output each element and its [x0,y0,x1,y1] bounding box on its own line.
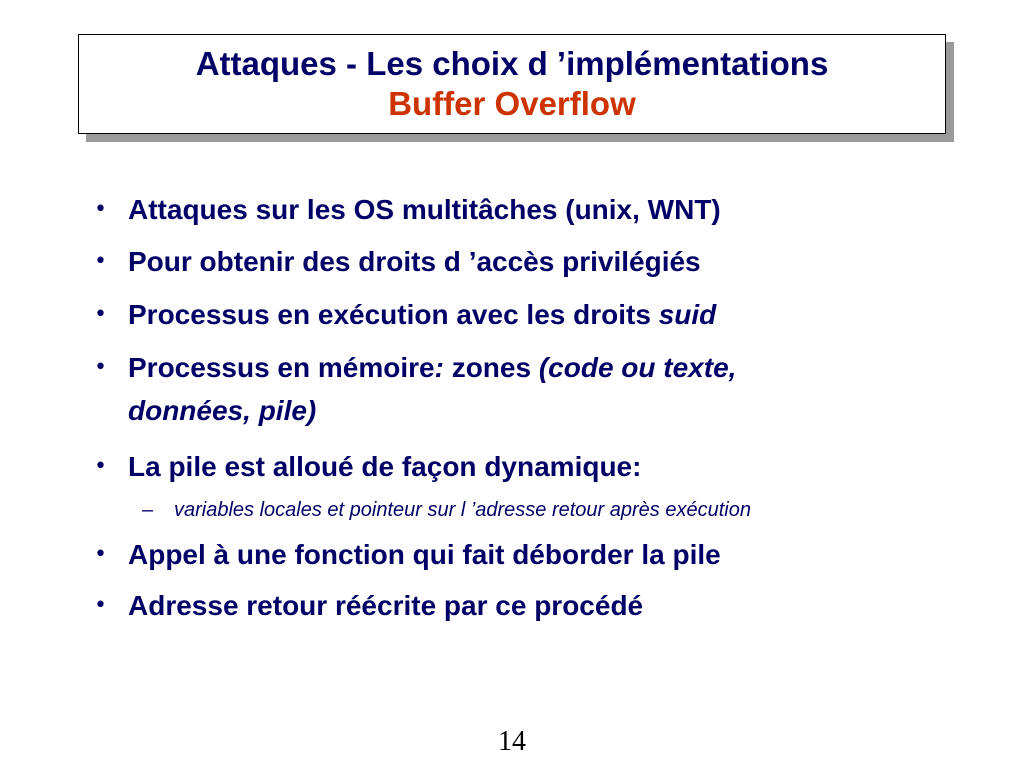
bullet-dot-icon: • [94,593,107,618]
bullet-text-italic: (code ou texte, [538,352,737,383]
sub-bullet-text: variables locales et pointeur sur l ’adresse retour après exécution [174,499,751,521]
bullet-text: Attaques sur les OS multitâches (unix, WNT) [128,194,721,225]
bullet-text: La pile est alloué de façon dynamique: [128,451,642,482]
bullet-text-continued: zones [443,352,539,383]
slide-subtitle: Buffer Overflow [388,85,636,122]
bullet-text-italic-colon: : [434,352,444,383]
page-number: 14 [498,726,526,757]
bullet-dot-icon: • [94,302,107,327]
bullet-text: Appel à une fonction qui fait déborder la pile [128,539,721,570]
bullet-text-italic: suid [658,299,717,330]
bullet-dot-icon: • [94,249,107,274]
slide-title: Attaques - Les choix d ’implémentations [195,45,829,82]
bullet-text-italic: données, pile) [128,395,317,426]
bullet-dot-icon: • [94,355,107,380]
bullet-text: Adresse retour réécrite par ce procédé [128,590,644,621]
bullet-text: Processus en exécution avec les droits [128,299,659,330]
dash-icon: – [142,499,154,521]
bullet-dot-icon: • [94,454,107,479]
bullet-dot-icon: • [94,542,107,567]
bullet-text: Pour obtenir des droits d ’accès privilégiés [128,246,701,277]
bullet-dot-icon: • [94,197,107,222]
title-box [78,34,946,134]
bullet-text: Processus en mémoire [128,352,435,383]
